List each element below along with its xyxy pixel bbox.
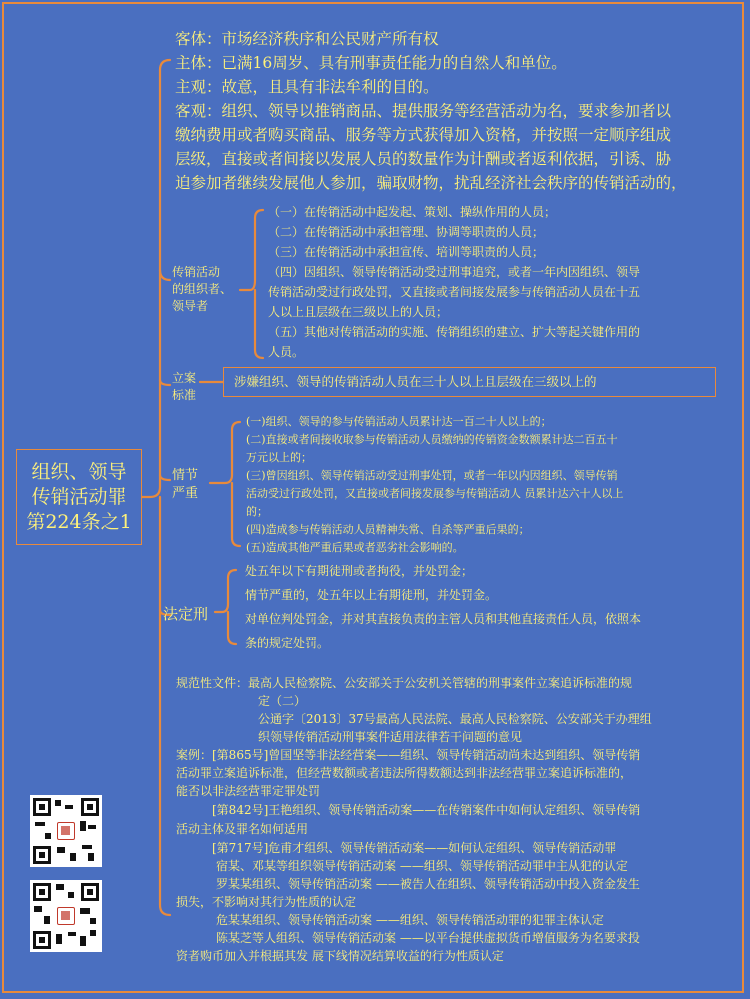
serious-item: 的； (246, 505, 268, 518)
organizers-item: 传销活动受过行政处罚，又直接或者间接发展参与传销活动人员在十五 (268, 285, 641, 299)
penalty-item: 条的规定处罚。 (245, 636, 330, 650)
case-line: 能否以非法经营罪定罪处罚 (176, 784, 321, 798)
filing-standard-text: 涉嫌组织、领导的传销活动人员在三十人以上且层级在三级以上的 (234, 374, 597, 389)
case-line: [第717号]危甫才组织、领导传销活动案——如何认定组织、领导传销活动罪 (212, 841, 617, 855)
objective-text-4: 迫参加者继续发展他人参加，骗取财物，扰乱经济社会秩序的传销活动的， (175, 174, 687, 192)
organizers-label-3: 领导者 (172, 299, 209, 313)
root-line-1: 组织、领导 (31, 460, 127, 483)
serious-item: (四)造成参与传销活动人员精神失常、自杀等严重后果的； (246, 523, 530, 536)
root-line-2: 传销活动罪 (31, 485, 127, 508)
case-line: [第842号]王艳组织、领导传销活动案——在传销案件中如何认定组织、领导传销 (212, 803, 641, 817)
organizers-label-2: 的组织者、 (172, 282, 233, 296)
case-line: 活动罪立案追诉标准，但经营数额或者违法所得数额达到非法经营罪立案追诉标准的， (176, 766, 633, 780)
case-line: 陈某芝等人组织、领导传销活动案 ——以平台提供虚拟货币增值服务为名要求投 (216, 931, 640, 945)
root-line-3: 第224条之1 (26, 510, 132, 533)
serious-item: (三)曾因组织、领导传销活动受过刑事处罚，或者一年以内因组织、领导传销 (246, 469, 618, 482)
objective-text-2: 缴纳费用或者购买商品、服务等方式获得加入资格，并按照一定顺序组成 (175, 126, 672, 144)
serious-label-2: 严重 (172, 486, 199, 501)
organizers-item: 人以上且层级在三级以上的人员； (268, 305, 449, 319)
case-line: 危某某组织、领导传销活动案 ——组织、领导传销活动罪的犯罪主体认定 (216, 913, 604, 927)
case-line: 活动主体及罪名如何适用 (176, 822, 309, 836)
penalty-item: 对单位判处罚金，并对其直接负责的主管人员和其他直接责任人员，依照本 (245, 612, 642, 626)
organizers-label-1: 传销活动 (172, 265, 221, 279)
organizers-item: （一）在传销活动中起发起、策划、操纵作用的人员； (268, 205, 557, 219)
filing-label-2: 标准 (172, 388, 197, 402)
case-line: 罗某某组织、领导传销活动案 ——被告人在组织、领导传销活动中投入资金发生 (216, 877, 640, 891)
serious-item: (一)组织、领导的参与传销活动人员累计达一百二十人以上的； (246, 415, 552, 428)
serious-item: (二)直接或者间接收取参与传销活动人员缴纳的传销资金数额累计达二百五十 (246, 433, 618, 446)
reference-line: 公通字〔2013〕37号最高人民法院、最高人民检察院、公安部关于办理组 (258, 712, 652, 726)
qr-code-icon[interactable] (30, 795, 102, 867)
case-line: 损失，不影响对其行为性质的认定 (176, 895, 357, 909)
serious-item: 万元以上的； (246, 451, 312, 464)
mental-state-text: 主观：故意，且具有非法牟利的目的。 (175, 78, 439, 96)
penalty-label: 法定刑 (163, 605, 209, 623)
serious-item: 活动受过行政处罚，又直接或者间接发展参与传销活动人 员累计达六十人以上 (246, 487, 624, 500)
organizers-item: （二）在传销活动中承担管理、协调等职责的人员； (268, 225, 545, 239)
reference-line: 定（二） (258, 694, 307, 708)
organizers-item: （三）在传销活动中承担宣传、培训等职责的人员； (268, 245, 545, 259)
reference-line: 规范性文件：最高人民检察院、公安部关于公安机关管辖的刑事案件立案追诉标准的规 (176, 676, 633, 690)
case-line: 案例：[第865号]曾国坚等非法经营案——组织、领导传销活动尚未达到组织、领导传销 (176, 748, 641, 762)
serious-label-1: 情节 (172, 468, 199, 483)
object-text: 客体：市场经济秩序和公民财产所有权 (175, 30, 439, 48)
organizers-item: （五）其他对传销活动的实施、传销组织的建立、扩大等起关键作用的 (268, 325, 641, 339)
subject-text: 主体：已满16周岁、具有刑事责任能力的自然人和单位。 (175, 54, 567, 72)
organizers-item: 人员。 (268, 345, 305, 359)
objective-text-1: 客观：组织、领导以推销商品、提供服务等经营活动为名，要求参加者以 (175, 102, 672, 120)
objective-text-3: 层级，直接或者间接以发展人员的数量作为计酬或者返利依据，引诱、胁 (175, 150, 672, 168)
root-topic (16, 449, 142, 545)
reference-line: 织领导传销活动刑事案件适用法律若干问题的意见 (258, 730, 523, 744)
serious-item: (五)造成其他严重后果或者恶劣社会影响的。 (246, 541, 464, 554)
penalty-item: 处五年以下有期徒刑或者拘役，并处罚金； (245, 564, 474, 578)
qr-code-icon[interactable] (30, 880, 102, 952)
penalty-item: 情节严重的，处五年以上有期徒刑，并处罚金。 (245, 588, 498, 602)
filing-label-1: 立案 (172, 371, 197, 385)
organizers-item: （四）因组织、领导传销活动受过刑事追究，或者一年内因组织、领导 (268, 265, 641, 279)
case-line: 资者购币加入并根据其发 展下线情况结算收益的行为性质认定 (176, 949, 504, 963)
filing-standard-box (223, 367, 716, 397)
case-line: 宿某、邓某等组织领导传销活动案 ——组织、领导传销活动罪中主从犯的认定 (216, 859, 628, 873)
